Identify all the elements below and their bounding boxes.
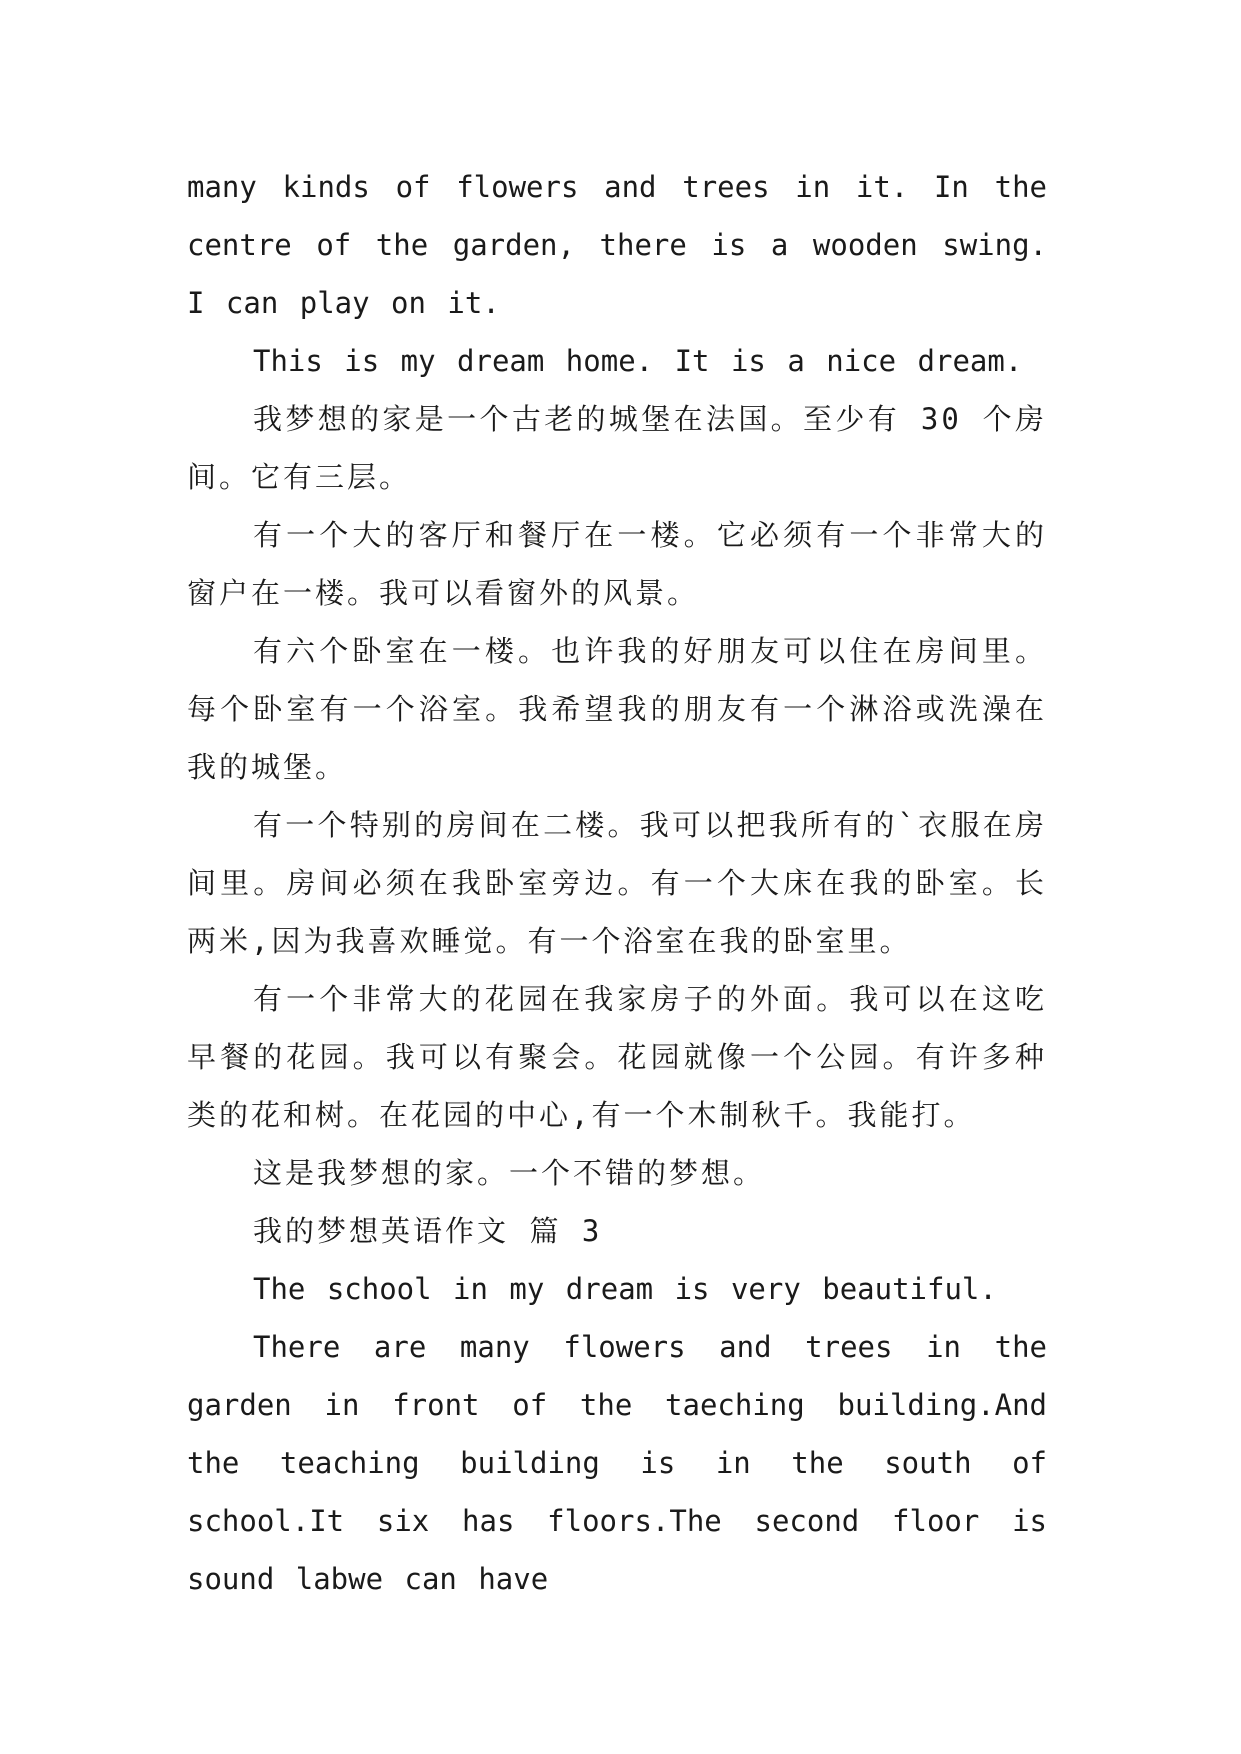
paragraph-school-intro: The school in my dream is very beautiful. [253, 1272, 997, 1306]
paragraph-garden-end: many kinds of flowers and trees in it. In the centre of the garden, there is a wooden swing. I can play on it. [187, 170, 1047, 320]
paragraph-living-room: 有一个大的客厅和餐厅在一楼。它必须有一个非常大的窗户在一楼。我可以看窗外的风景。 [187, 518, 1047, 610]
paragraph-school-building: There are many flowers and trees in the garden in front of the taeching building.And the teaching building is in the south of school.It six has floors.The second floor is sound labwe can have [187, 1330, 1047, 1596]
section-heading: 我的梦想英语作文 篇 3 [253, 1214, 603, 1248]
paragraph-special-room: 有一个特别的房间在二楼。我可以把我所有的`衣服在房间里。房间必须在我卧室旁边。有一个大床在我的卧室。长两米,因为我喜欢睡觉。有一个浴室在我的卧室里。 [187, 808, 1047, 958]
document-body [187, 158, 1047, 1608]
paragraph-castle-intro: 我梦想的家是一个古老的城堡在法国。至少有 30 个房间。它有三层。 [187, 402, 1047, 494]
paragraph-garden: 有一个非常大的花园在我家房子的外面。我可以在这吃早餐的花园。我可以有聚会。花园就像一个公园。有许多种类的花和树。在花园的中心,有一个木制秋千。我能打。 [187, 982, 1047, 1132]
paragraph-dream-closing-zh: 这是我梦想的家。一个不错的梦想。 [253, 1156, 766, 1190]
paragraph-bedrooms: 有六个卧室在一楼。也许我的好朋友可以住在房间里。每个卧室有一个浴室。我希望我的朋友有一个淋浴或洗澡在我的城堡。 [187, 634, 1047, 784]
paragraph-dream-home-closing: This is my dream home. It is a nice dream. [253, 344, 1023, 378]
